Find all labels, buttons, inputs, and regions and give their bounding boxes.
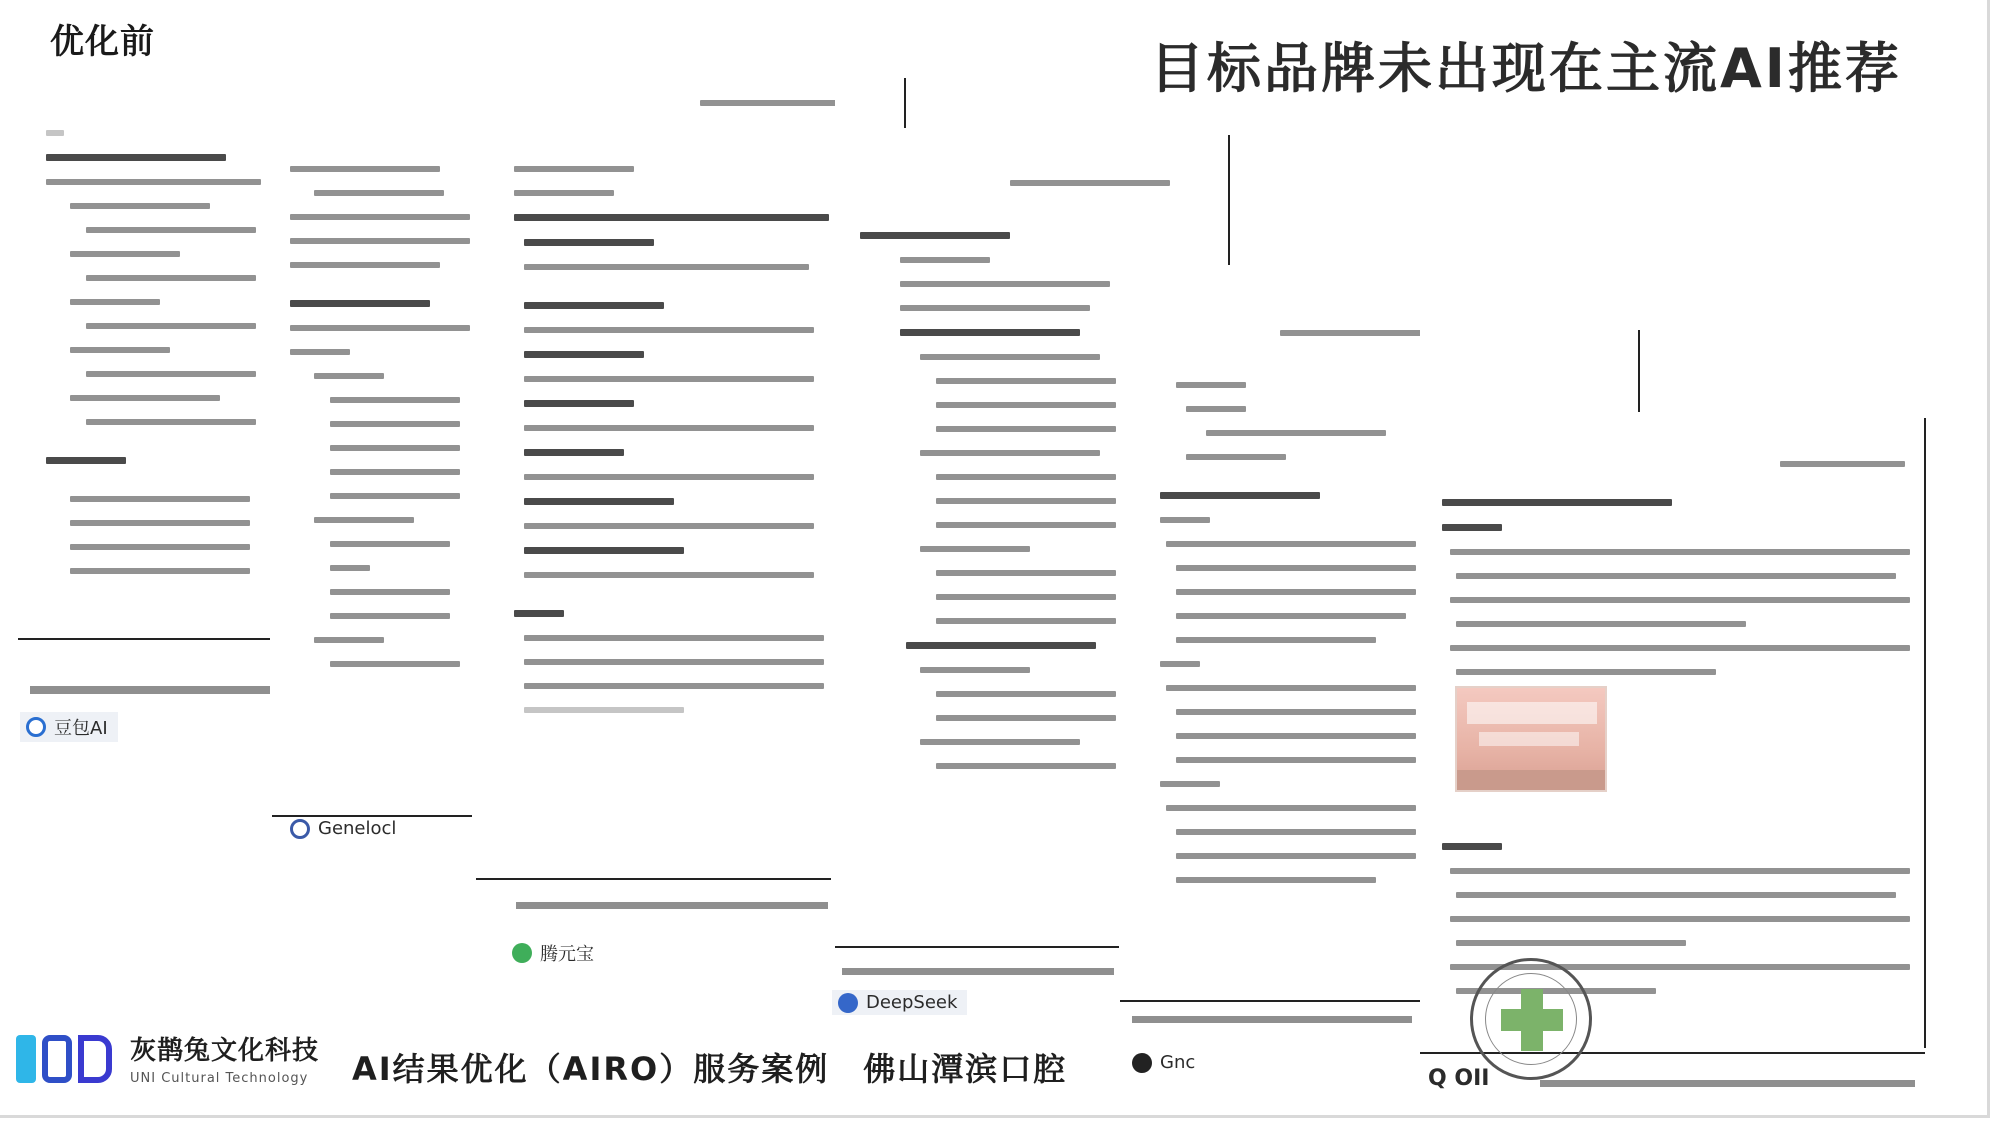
divider [1924,418,1926,1048]
source-tag-1[interactable] [20,712,118,742]
clinic-counter [1457,770,1605,790]
divider [835,946,1119,948]
divider [18,638,270,640]
ai-answer-card-5 [1130,330,1420,990]
company-name-en: UNI Cultural Technology [130,1071,309,1086]
ai-answer-card-1 [46,130,271,640]
source-label: 腾元宝 [540,944,594,965]
source-label: DeepSeek [866,992,958,1013]
clinic-sign [1479,732,1579,746]
source-url [1540,1080,1915,1087]
doubao-icon [26,717,46,737]
divider [904,78,906,128]
ai-answer-card-3 [500,100,835,880]
page-headline: 目标品牌未出现在主流AI推荐 [1150,37,1902,100]
source-icon [1132,1053,1152,1073]
source-label: 豆包AI [54,718,108,739]
case-title: AI结果优化（AIRO）服务案例 佛山潭滨口腔 [352,1050,1068,1088]
source-url [30,686,270,694]
divider [1638,330,1640,412]
divider [1120,1000,1420,1002]
source-label: Gnc [1160,1052,1196,1073]
source-url [1132,1016,1412,1023]
clinic-photo [1455,686,1607,792]
source-label: Q OII [1428,1066,1490,1091]
source-tag-2[interactable] [290,818,396,839]
medical-seal-icon [1470,958,1592,1080]
source-url [842,968,1114,975]
clinic-sign [1467,702,1597,724]
ai-answer-card-2 [290,166,475,786]
divider [476,878,831,880]
source-tag-5[interactable] [1132,1052,1195,1073]
company-logo [16,1031,116,1085]
company-name: 灰鹊兔文化科技 [130,1036,320,1066]
source-label: Genelocl [318,818,397,839]
source-url [516,902,828,909]
source-tag-4[interactable] [832,990,967,1015]
divider [1228,135,1230,265]
corner-label: 优化前 [50,22,155,62]
brand-block [16,1030,319,1086]
source-tag-6[interactable] [1428,1066,1489,1091]
source-icon [290,819,310,839]
divider [272,815,472,817]
yuanbao-icon [512,943,532,963]
source-tag-3[interactable] [512,940,594,966]
deepseek-icon [838,993,858,1013]
